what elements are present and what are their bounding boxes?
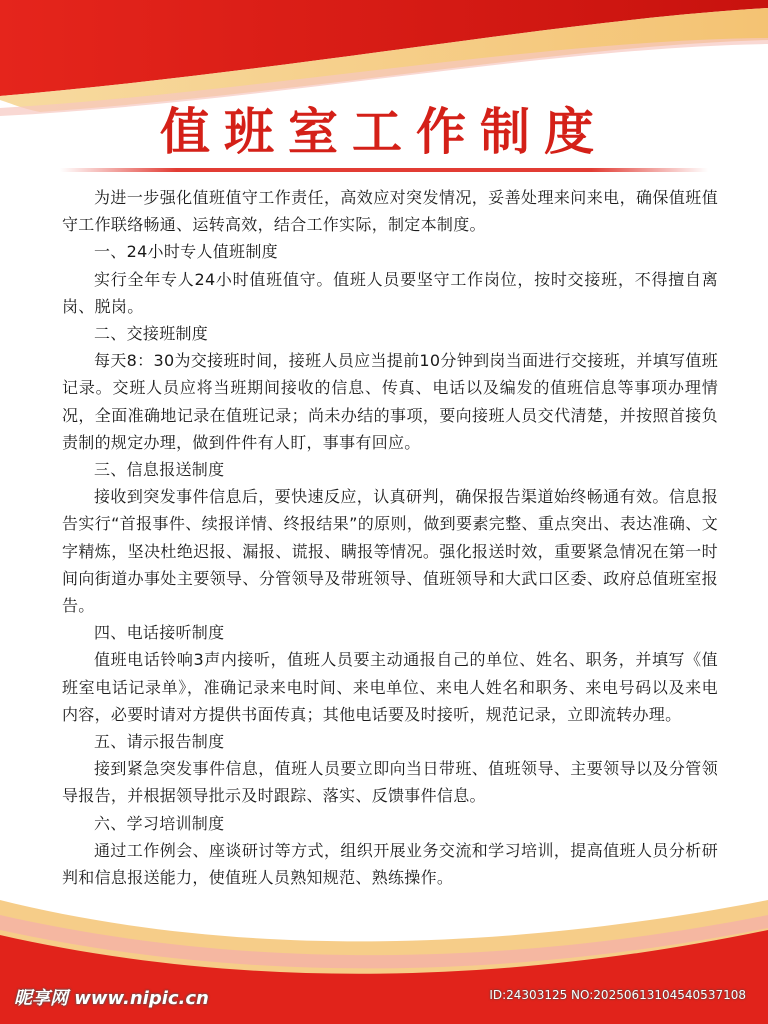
section-1-body: 实行全年专人24小时值班值守。值班人员要坚守工作岗位，按时交接班，不得擅自离岗、脱岗。 bbox=[62, 269, 718, 316]
section-1-title: 一、24小时专人值班制度 bbox=[94, 242, 278, 262]
image-id-watermark: ID:24303125 NO:20250613104540537108 bbox=[489, 988, 746, 1002]
intro-paragraph: 为进一步强化值班值守工作责任，高效应对突发情况，妥善处理来问来电，确保值班值守工作联络畅通、运转高效，结合工作实际，制定本制度。 bbox=[62, 188, 718, 235]
title-underline bbox=[60, 168, 708, 172]
section-6-title: 六、学习培训制度 bbox=[94, 813, 225, 833]
section-4-title: 四、电话接听制度 bbox=[94, 623, 225, 643]
section-2-body: 每天8：30为交接班时间，接班人员应当提前10分钟到岗当面进行交接班，并填写值班记录。交班人员应将当班期间接收的信息、传真、电话以及编发的值班信息等事项办理情况，全面准确地记录在值班记录；尚未办结的事项，要向接班人员交代清楚，并按照首接负责制的规定办理，做到件件有人盯，事事有回应。 bbox=[62, 351, 718, 452]
section-2-title: 二、交接班制度 bbox=[94, 324, 209, 344]
section-5-title: 五、请示报告制度 bbox=[94, 732, 225, 752]
section-3-title: 三、信息报送制度 bbox=[94, 460, 225, 480]
section-3-body: 接收到突发事件信息后，要快速反应，认真研判，确保报告渠道始终畅通有效。信息报告实行“首报事件、续报详情、终报结果”的原则，做到要素完整、重点突出、表达准确、文字精炼，坚决杜绝迟报、漏报、谎报、瞒报等情况。强化报送时效，重要紧急情况在第一时间向街道办事处主要领导、分管领导及带班领导、值班领导和大武口区委、政府总值班室报告。 bbox=[62, 487, 718, 616]
section-6-body: 通过工作例会、座谈研讨等方式，组织开展业务交流和学习培训，提高值班人员分析研判和信息报送能力，使值班人员熟知规范、熟练操作。 bbox=[62, 840, 718, 888]
section-4-body: 值班电话铃响3声内接听，值班人员要主动通报自己的单位、姓名、职务，并填写《值班室电话记录单》，准确记录来电时间、来电单位、来电人姓名和职务、来电号码以及来电内容，必要时请对方提供书面传真；其他电话要及时接听，规范记录，立即流转办理。 bbox=[62, 650, 718, 724]
section-5-body: 接到紧急突发事件信息，值班人员要立即向当日带班、值班领导、主要领导以及分管领导报告，并根据领导批示及时跟踪、落实、反馈事件信息。 bbox=[62, 759, 718, 806]
regulation-body bbox=[62, 184, 718, 891]
page-title: 值班室工作制度 bbox=[160, 102, 608, 161]
site-watermark: 昵享网 www.nipic.cn bbox=[14, 988, 209, 1009]
